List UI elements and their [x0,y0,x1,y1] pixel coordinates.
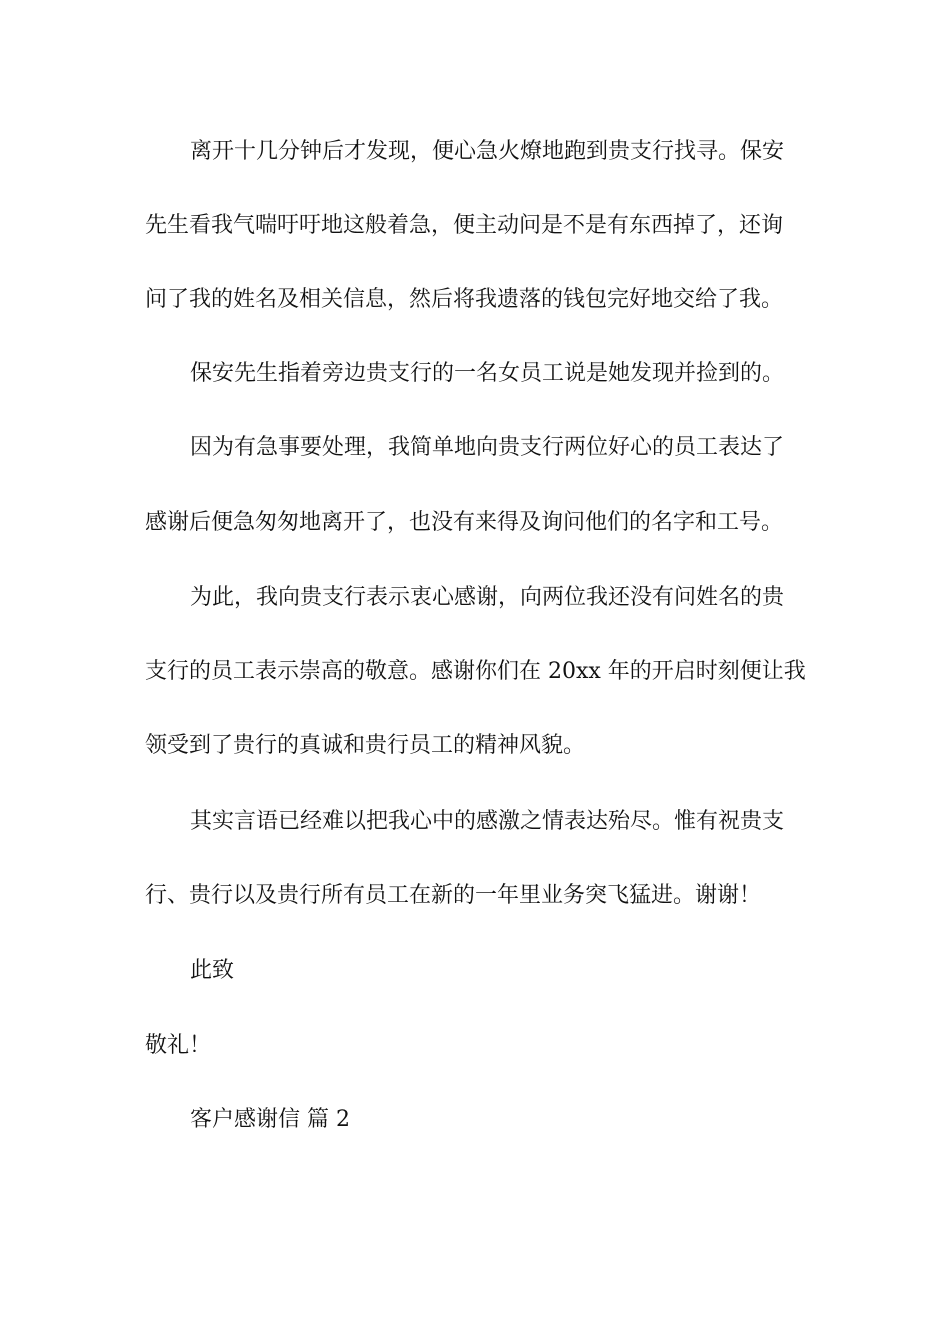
section-heading: 客户感谢信 篇 2 [190,1107,350,1132]
paragraph-1-line-2: 先生看我气喘吁吁地这般着急，便主动问是不是有东西掉了，还询 [145,213,784,238]
paragraph-5-line-2: 行、贵行以及贵行所有员工在新的一年里业务突飞猛进。谢谢！ [145,883,762,908]
paragraph-5-line-1: 其实言语已经难以把我心中的感激之情表达殆尽。惟有祝贵支 [190,809,785,834]
paragraph-4-line-3: 领受到了贵行的真诚和贵行员工的精神风貌。 [145,733,586,758]
paragraph-4-line-2: 支行的员工表示崇高的敬意。感谢你们在 20xx 年的开启时刻便让我 [145,659,806,684]
paragraph-2-line-1: 保安先生指着旁边贵支行的一名女员工说是她发现并捡到的。 [190,361,785,386]
paragraph-4-line-1: 为此，我向贵支行表示衷心感谢，向两位我还没有问姓名的贵 [190,585,785,610]
paragraph-1-line-1: 离开十几分钟后才发现，便心急火燎地跑到贵支行找寻。保安 [190,139,785,164]
paragraph-1-line-3: 问了我的姓名及相关信息，然后将我遗落的钱包完好地交给了我。 [145,287,784,312]
paragraph-3-line-1: 因为有急事要处理，我简单地向贵支行两位好心的员工表达了 [190,435,785,460]
closing-salutation: 此致 [190,958,235,983]
paragraph-3-line-2: 感谢后便急匆匆地离开了，也没有来得及询问他们的名字和工号。 [145,510,784,535]
closing-regards: 敬礼！ [145,1033,212,1058]
